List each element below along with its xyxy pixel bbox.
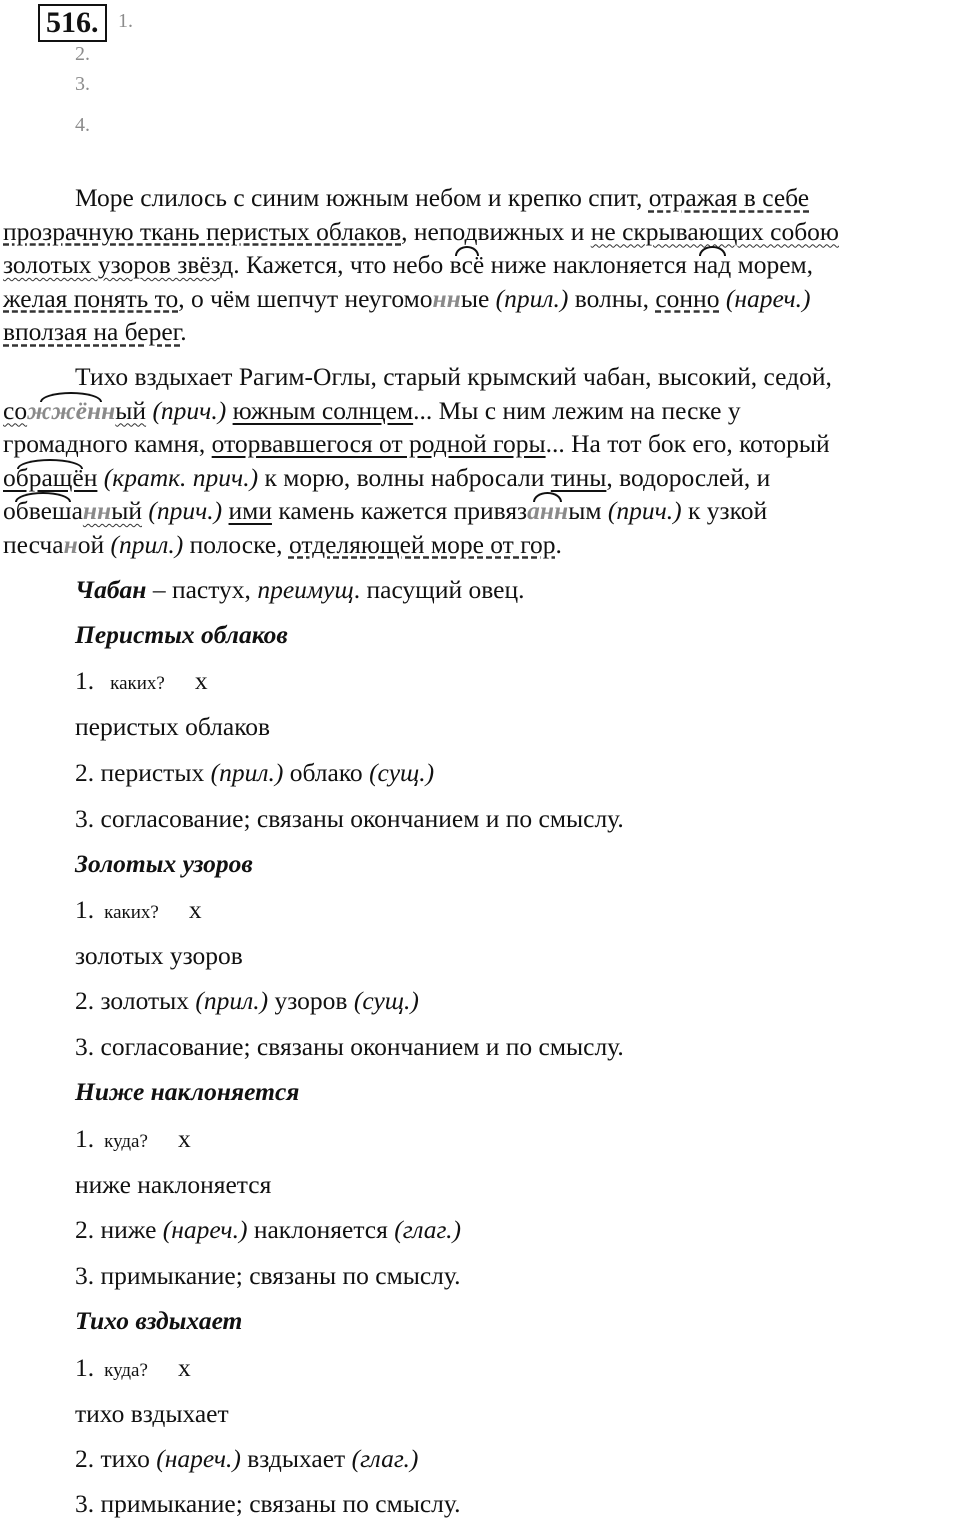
text-line (3, 494, 955, 528)
text-run: ... Мы с ним лежим на песке у (413, 395, 741, 425)
analysis-heading: Ниже наклоняется (75, 1077, 300, 1106)
highlighted-letters: анн (527, 494, 568, 528)
part-of-speech-label: (сущ.) (353, 986, 419, 1015)
participle-phrase: отделяющей море от гор (288, 529, 556, 559)
text-run: ... На тот бок его, который (545, 429, 830, 458)
text-line (3, 315, 955, 349)
text-run: 2. золотых (75, 986, 190, 1015)
text-line (3, 461, 955, 495)
text-run: . Кажется, что небо (233, 250, 444, 279)
main-word-mark: х (177, 1124, 191, 1153)
text-line (3, 248, 955, 282)
underlined-word: ими (228, 496, 272, 525)
text-run: 2. перистых (75, 758, 205, 787)
text-paragraph-1 (3, 181, 955, 349)
text-run: . пасущий овец. (353, 575, 525, 604)
text-run: ый (111, 496, 142, 525)
definition (75, 575, 524, 605)
question-word: каких? (104, 902, 159, 923)
participle-word (3, 496, 142, 525)
part-of-speech-label: (прил.) (195, 986, 269, 1015)
text-run: к морю, волны набросали (264, 462, 545, 492)
adverb-word: сонно (655, 283, 720, 313)
adverbial-phrase: вползая на берег (3, 317, 181, 346)
text-run: узоров (274, 986, 348, 1015)
analysis-question-line (75, 1353, 191, 1386)
adverbial-phrase: желая понять то (3, 283, 179, 313)
part-of-speech-label: (глаг.) (394, 1215, 461, 1244)
analysis-phrase: тихо вздыхает (75, 1399, 229, 1428)
text-run: обвеша (3, 494, 83, 528)
text-run: – пастух, (146, 575, 258, 604)
text-run: . (555, 529, 562, 559)
highlighted-letters: жжённ (27, 394, 115, 428)
text-line (3, 360, 955, 394)
text-run: волны, (574, 283, 649, 313)
analysis-phrase: перистых облаков (75, 712, 271, 741)
main-word-mark: х (188, 895, 202, 924)
highlighted-letters: нн (432, 283, 461, 313)
item-number: 1. (75, 1124, 95, 1153)
part-of-speech-label: (нареч.) (162, 1215, 248, 1244)
participle-phrase: золотых узоров звёзд (3, 250, 234, 279)
analysis-link-type: 3. согласование; связаны окончанием и по смыслу. (75, 804, 624, 833)
text-run: облако (289, 758, 363, 787)
text-run: вздыхает (247, 1444, 346, 1473)
analysis-question-line (75, 1124, 191, 1157)
text-run: ой (77, 529, 105, 559)
analysis-phrase: золотых узоров (75, 941, 243, 970)
text-line (3, 528, 955, 562)
text-run: 2. ниже (75, 1215, 157, 1244)
text-run: со (3, 395, 28, 425)
text-run: . (180, 317, 187, 346)
analysis-link-type: 3. согласование; связаны окончанием и по смыслу. (75, 1032, 624, 1061)
participle-word: обращён (3, 461, 97, 495)
question-word: куда? (104, 1360, 148, 1381)
analysis-heading: Тихо вздыхает (75, 1306, 243, 1335)
text-run: полоске, (189, 529, 283, 559)
participle-word (3, 396, 146, 425)
text-run: камень кажется привяз (278, 496, 528, 525)
text-line (3, 282, 955, 316)
text-line (3, 427, 955, 461)
participle-phrase: прозрачную ткань перистых облаков (3, 216, 402, 246)
text-run: ниже наклоняется (490, 250, 687, 279)
analysis-heading: Перистых облаков (75, 620, 288, 649)
abbreviation: преимущ (257, 575, 354, 604)
part-of-speech-label: (нареч.) (725, 283, 811, 313)
part-of-speech-label: (глаг.) (351, 1444, 419, 1473)
text-run: к узкой (688, 496, 768, 525)
analysis-question-line (75, 666, 208, 699)
task-number: 516. (38, 4, 107, 42)
highlighted-letters: н (63, 529, 78, 559)
part-of-speech-label: (прил.) (210, 758, 284, 787)
analysis-parts-line (75, 1215, 461, 1245)
underlined-word: тины (550, 462, 607, 492)
item-number-4: 4. (75, 114, 90, 136)
analysis-heading: Золотых узоров (75, 849, 253, 878)
text-line (3, 394, 955, 428)
analysis-link-type: 3. примыкание; связаны по смыслу. (75, 1261, 461, 1290)
text-run: песча (3, 529, 64, 559)
item-number: 1. (75, 666, 95, 695)
text-run: наклоняется (253, 1215, 388, 1244)
participle-phrase: отражая в себе (648, 183, 810, 212)
text-run: ые (460, 283, 490, 313)
part-of-speech-label: (прич.) (152, 395, 227, 425)
text-run: 2. тихо (75, 1444, 150, 1473)
analysis-phrase: ниже наклоняется (75, 1170, 272, 1199)
part-of-speech-label: (кратк. прич.) (103, 462, 259, 492)
morpheme-marked-word: всё (450, 248, 485, 282)
question-word: куда? (104, 1131, 148, 1152)
part-of-speech-label: (сущ.) (369, 758, 435, 787)
underlined-phrase: южным солнцем (232, 395, 414, 425)
highlighted-letters: нн (82, 496, 112, 525)
text-run: , водорослей, и (606, 462, 771, 492)
morpheme-marked-word: над (693, 248, 731, 282)
analysis-parts-line (75, 1444, 418, 1474)
text-line (3, 215, 955, 249)
text-run: Море слилось с синим южным небом и крепко спит, (75, 183, 643, 212)
text-run: Тихо вздыхает Рагим-Оглы, старый крымский чабан, высокий, седой, (75, 362, 832, 391)
question-word: каких? (110, 673, 165, 694)
analysis-link-type: 3. примыкание; связаны по смыслу. (75, 1489, 461, 1518)
definition-term: Чабан (75, 575, 147, 604)
part-of-speech-label: (прич.) (607, 496, 682, 525)
analysis-parts-line (75, 986, 419, 1016)
part-of-speech-label: (прич.) (148, 496, 223, 525)
text-run: ый (115, 395, 147, 425)
item-number-3: 3. (75, 73, 90, 95)
text-run: громадного камня, (3, 429, 206, 458)
item-number: 1. (75, 1353, 95, 1382)
main-word-mark: х (194, 666, 208, 695)
text-run: , о чём шепчут неугомо (178, 283, 433, 313)
text-run: морем, (737, 250, 814, 279)
item-number-2: 2. (75, 43, 90, 65)
participle-phrase: не скрывающих собою (590, 216, 839, 246)
text-run: , неподвижных и (401, 216, 585, 246)
text-run: ым (568, 496, 602, 525)
underlined-phrase: оторвавшегося от родной горы (211, 429, 546, 458)
main-word-mark: х (177, 1353, 191, 1382)
analysis-question-line (75, 895, 202, 928)
part-of-speech-label: (нареч.) (156, 1444, 241, 1473)
text-line (3, 181, 955, 215)
analysis-parts-line (75, 758, 434, 788)
item-number: 1. (75, 895, 95, 924)
part-of-speech-label: (прил.) (110, 529, 184, 559)
item-number-1: 1. (118, 10, 133, 32)
part-of-speech-label: (прил.) (495, 283, 569, 313)
text-paragraph-2 (3, 360, 955, 561)
